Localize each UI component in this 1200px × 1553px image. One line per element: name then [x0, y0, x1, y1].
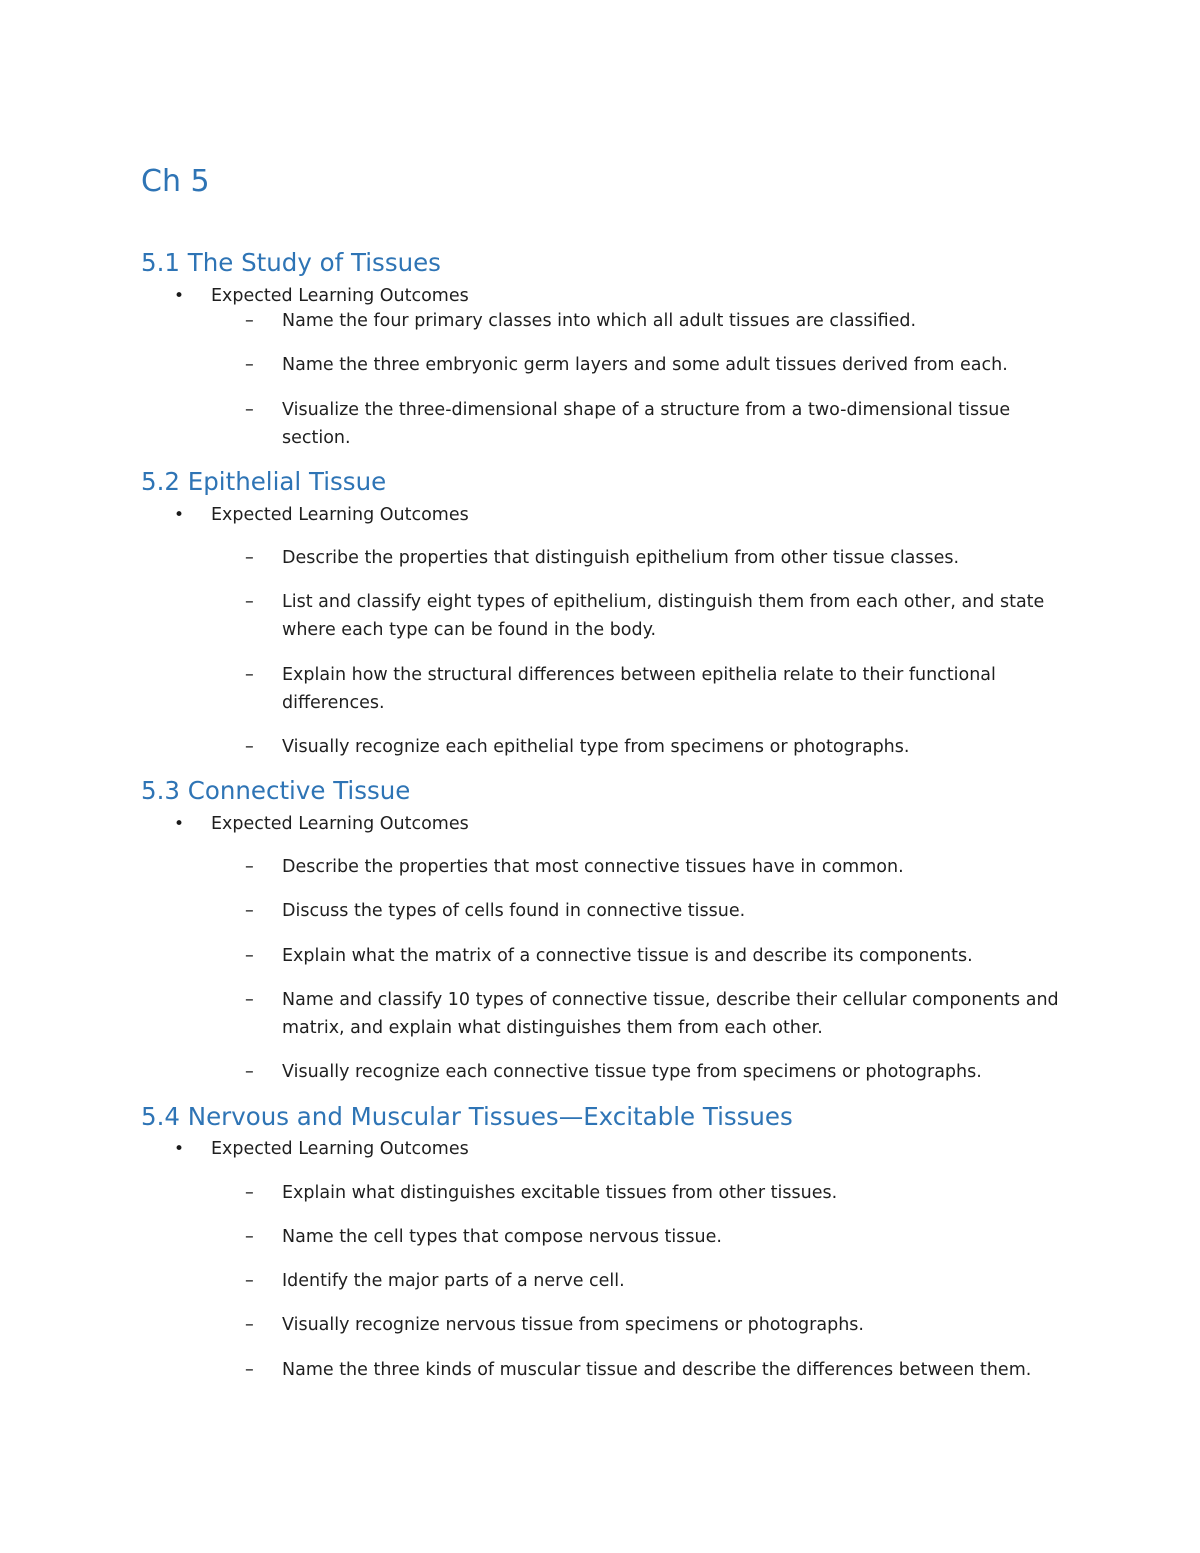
dash-icon: –	[245, 857, 254, 877]
outcome-text: Visually recognize each epithelial type from specimens or photographs.	[282, 737, 910, 757]
outcome-text: Name the three embryonic germ layers and some adult tissues derived from each.	[282, 355, 1008, 375]
dash-icon: –	[245, 901, 254, 921]
dash-icon: –	[245, 1227, 254, 1247]
outcome-text: Visually recognize nervous tissue from specimens or photographs.	[282, 1315, 864, 1335]
bullet-icon: •	[174, 814, 185, 834]
outcome-text: Describe the properties that most connective tissues have in common.	[282, 857, 904, 877]
dash-icon: –	[245, 946, 254, 966]
outcome-text: Discuss the types of cells found in connective tissue.	[282, 901, 746, 921]
dash-icon: –	[245, 990, 254, 1010]
outcome-text: Visually recognize each connective tissue type from specimens or photographs.	[282, 1062, 982, 1082]
section-heading: 5.2 Epithelial Tissue	[141, 467, 387, 496]
outcome-text: Name the four primary classes into which all adult tissues are classified.	[282, 311, 917, 331]
outcome-text: Explain what distinguishes excitable tissues from other tissues.	[282, 1183, 838, 1203]
dash-icon: –	[245, 665, 254, 685]
dash-icon: –	[245, 355, 254, 375]
dash-icon: –	[245, 592, 254, 612]
dash-icon: –	[245, 1360, 254, 1380]
outcome-text: Name the three kinds of muscular tissue and describe the differences between them.	[282, 1360, 1032, 1380]
dash-icon: –	[245, 737, 254, 757]
outcome-text: Visualize the three-dimensional shape of a structure from a two-dimensional tissue section.	[282, 400, 1011, 448]
outcome-text: Explain how the structural differences between epithelia relate to their functional differences.	[282, 665, 996, 713]
bullet-icon: •	[174, 1139, 185, 1159]
dash-icon: –	[245, 311, 254, 331]
outcome-text: Explain what the matrix of a connective tissue is and describe its components.	[282, 946, 973, 966]
dash-icon: –	[245, 548, 254, 568]
outcome-text: Name the cell types that compose nervous tissue.	[282, 1227, 722, 1247]
outcome-text: List and classify eight types of epithelium, distinguish them from each other, and state where each type can be found in the body.	[282, 592, 1045, 640]
dash-icon: –	[245, 400, 254, 420]
bullet-label: Expected Learning Outcomes	[211, 1139, 469, 1159]
dash-icon: –	[245, 1062, 254, 1082]
outcome-text: Identify the major parts of a nerve cell.	[282, 1271, 625, 1291]
dash-icon: –	[245, 1183, 254, 1203]
dash-icon: –	[245, 1315, 254, 1335]
outcome-text: Name and classify 10 types of connective tissue, describe their cellular components and matrix, and explain what distinguishes them from each other.	[282, 990, 1059, 1038]
outcome-text: Describe the properties that distinguish epithelium from other tissue classes.	[282, 548, 960, 568]
section-heading: 5.3 Connective Tissue	[141, 776, 411, 805]
section-heading: 5.4 Nervous and Muscular Tissues—Excitable Tissues	[141, 1102, 793, 1131]
bullet-label: Expected Learning Outcomes	[211, 505, 469, 525]
bullet-label: Expected Learning Outcomes	[211, 286, 469, 306]
bullet-icon: •	[174, 505, 185, 525]
section-heading: 5.1 The Study of Tissues	[141, 248, 441, 277]
chapter-title: Ch 5	[141, 164, 210, 199]
dash-icon: –	[245, 1271, 254, 1291]
bullet-label: Expected Learning Outcomes	[211, 814, 469, 834]
bullet-icon: •	[174, 286, 185, 306]
